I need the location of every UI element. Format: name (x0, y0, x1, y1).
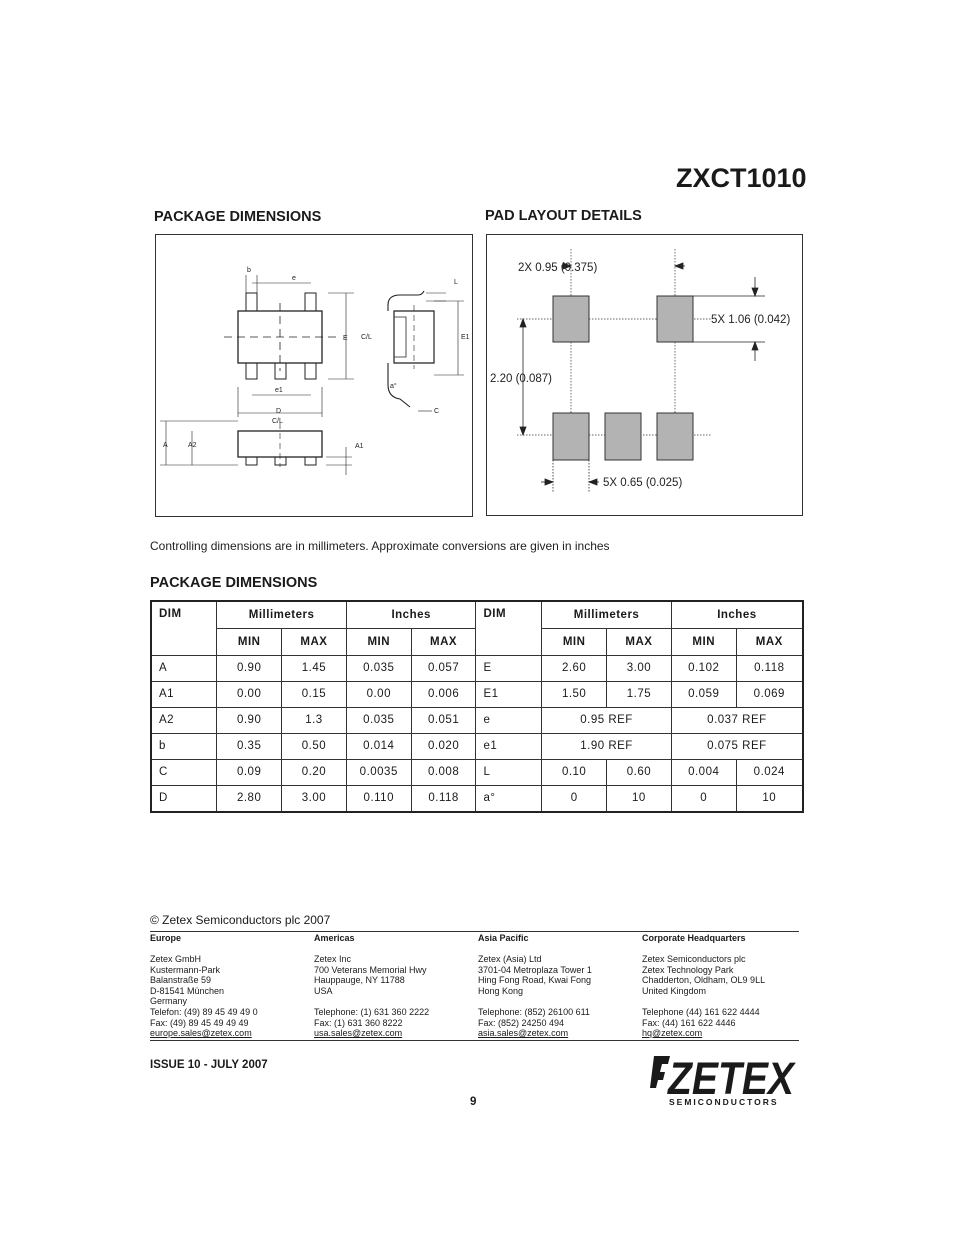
pad-bottom-middle (605, 413, 641, 460)
value-cell: 0.024 (736, 759, 803, 785)
dim-cell: b (151, 733, 217, 759)
office-europe (150, 933, 310, 1039)
value-cell: 3.00 (282, 785, 347, 812)
spacer (642, 996, 802, 1007)
value-cell: 0.051 (411, 707, 476, 733)
value-cell: 0.035 (346, 707, 411, 733)
value-cell: 0.035 (346, 656, 411, 682)
office-line: Hong Kong (478, 985, 524, 996)
table-title: PACKAGE DIMENSIONS (150, 575, 318, 591)
office-fax: Fax: (49) 89 45 49 49 49 (150, 1017, 249, 1028)
value-cell: 3.00 (607, 656, 672, 682)
office-email-link[interactable]: hq@zetex.com (642, 1028, 703, 1039)
pad-layout-box (486, 234, 803, 516)
value-cell: 0.069 (736, 681, 803, 707)
value-cell: 0.10 (542, 759, 607, 785)
dimensions-note: Controlling dimensions are in millimeters. Approximate conversions are given in inches (150, 539, 610, 553)
row-spacing-label: 2.20 (0.087) (490, 373, 553, 385)
table-row (151, 681, 803, 707)
office-line: Zetex (Asia) Ltd (478, 954, 542, 964)
ref-cell: 0.95 REF (542, 707, 672, 733)
pad-height-label: 5X 1.06 (0.042) (711, 314, 791, 326)
footer-rule-bottom (150, 1040, 799, 1041)
header-max: MAX (411, 629, 476, 656)
label-D: D (276, 408, 282, 415)
value-cell: 0.00 (217, 681, 282, 707)
value-cell: 0.15 (282, 681, 347, 707)
pad-bottom-right (657, 413, 693, 460)
office-line: Germany (150, 996, 188, 1007)
value-cell: 1.45 (282, 656, 347, 682)
dim-cell: e1 (476, 733, 542, 759)
value-cell: 10 (607, 785, 672, 812)
header-max: MAX (282, 629, 347, 656)
value-cell: 0 (671, 785, 736, 812)
value-cell: 0.09 (217, 759, 282, 785)
value-cell: 1.50 (542, 681, 607, 707)
office-heading: Corporate Headquarters (642, 933, 746, 943)
package-outline-drawing (156, 235, 472, 516)
office-heading: Americas (314, 933, 355, 943)
office-fax: Fax: (1) 631 360 8222 (314, 1017, 403, 1028)
dim-cell: a° (476, 785, 542, 812)
package-dimensions-title: PACKAGE DIMENSIONS (154, 209, 322, 225)
value-cell: 0.004 (671, 759, 736, 785)
dim-cell: e (476, 707, 542, 733)
office-line: 3701-04 Metroplaza Tower 1 (478, 964, 592, 975)
logo-subtext: SEMICONDUCTORS (669, 1097, 779, 1107)
header-in-left: Inches (346, 601, 476, 629)
value-cell: 0.020 (411, 733, 476, 759)
table-row (151, 707, 803, 733)
copyright: © Zetex Semiconductors plc 2007 (150, 913, 331, 927)
value-cell: 1.3 (282, 707, 347, 733)
value-cell: 0.50 (282, 733, 347, 759)
header-dim-right: DIM (476, 601, 542, 656)
value-cell: 0.110 (346, 785, 411, 812)
value-cell: 0.006 (411, 681, 476, 707)
label-angle: a° (390, 383, 397, 390)
pad-layout-drawing (487, 235, 802, 515)
office-line: Hing Fong Road, Kwai Fong (478, 975, 592, 986)
dim-cell: D (151, 785, 217, 812)
header-mm-left: Millimeters (217, 601, 347, 629)
office-americas (314, 933, 474, 1039)
ref-cell: 1.90 REF (542, 733, 672, 759)
header-mm-right: Millimeters (542, 601, 672, 629)
office-line: United Kingdom (642, 985, 707, 996)
value-cell: 0.0035 (346, 759, 411, 785)
office-corporate-hq (642, 933, 802, 1039)
value-cell: 10 (736, 785, 803, 812)
header-in-right: Inches (671, 601, 803, 629)
office-line: Kustermann-Park (150, 964, 221, 975)
label-C: C (434, 408, 440, 415)
office-fax: Fax: (44) 161 622 4446 (642, 1017, 736, 1028)
header-max: MAX (607, 629, 672, 656)
value-cell: 0.60 (607, 759, 672, 785)
dim-cell: C (151, 759, 217, 785)
office-line: USA (314, 985, 333, 996)
ref-cell: 0.037 REF (671, 707, 803, 733)
office-heading: Asia Pacific (478, 933, 529, 943)
package-drawing-box (155, 234, 473, 517)
dim-cell: A1 (151, 681, 217, 707)
office-email-link[interactable]: europe.sales@zetex.com (150, 1028, 252, 1039)
dim-cell: A2 (151, 707, 217, 733)
office-line: Balanstraße 59 (150, 975, 212, 986)
value-cell: 1.75 (607, 681, 672, 707)
value-cell: 0.00 (346, 681, 411, 707)
value-cell: 0.059 (671, 681, 736, 707)
header-min: MIN (217, 629, 282, 656)
issue-label: ISSUE 10 - JULY 2007 (150, 1059, 268, 1071)
office-line: Hauppauge, NY 11788 (314, 975, 405, 986)
ref-cell: 0.075 REF (671, 733, 803, 759)
pad-width-label: 5X 0.65 (0.025) (603, 477, 683, 489)
label-e: e (292, 275, 296, 282)
package-dimensions-table (150, 600, 804, 813)
office-line: Zetex Inc (314, 954, 352, 964)
value-cell: 2.80 (217, 785, 282, 812)
label-A: A (163, 442, 168, 449)
office-line: Zetex GmbH (150, 954, 202, 964)
value-cell: 0.90 (217, 707, 282, 733)
value-cell: 0 (542, 785, 607, 812)
label-L: L (454, 279, 458, 286)
value-cell: 0.35 (217, 733, 282, 759)
logo-mark-icon (650, 1056, 670, 1088)
header-dim-left: DIM (151, 601, 217, 656)
office-line: 700 Veterans Memorial Hwy (314, 964, 427, 975)
header-max: MAX (736, 629, 803, 656)
label-E: E (343, 335, 348, 342)
table-row (151, 656, 803, 682)
spacer (478, 996, 638, 1007)
label-cl-side: C/L (361, 334, 372, 341)
value-cell: 0.014 (346, 733, 411, 759)
label-A2: A2 (188, 442, 197, 449)
dim-cell: E (476, 656, 542, 682)
page-number: 9 (470, 1096, 477, 1108)
office-asia-pacific (478, 933, 638, 1039)
office-phone: Telephone: (1) 631 360 2222 (314, 1006, 430, 1017)
label-A1: A1 (355, 443, 364, 450)
value-cell: 0.20 (282, 759, 347, 785)
office-line: Zetex Semiconductors plc (642, 954, 746, 964)
label-cl-end: C/L (272, 418, 283, 425)
pad-top-left (553, 296, 589, 342)
label-b: b (247, 267, 251, 274)
office-line: D-81541 München (150, 985, 225, 996)
value-cell: 0.90 (217, 656, 282, 682)
table-row (151, 785, 803, 812)
value-cell: 0.008 (411, 759, 476, 785)
value-cell: 0.102 (671, 656, 736, 682)
table-row (151, 759, 803, 785)
office-heading: Europe (150, 933, 182, 943)
office-phone: Telefon: (49) 89 45 49 49 0 (150, 1006, 258, 1017)
value-cell: 2.60 (542, 656, 607, 682)
value-cell: 0.118 (411, 785, 476, 812)
zetex-logo (650, 1052, 798, 1098)
office-email-link[interactable]: usa.sales@zetex.com (314, 1028, 403, 1039)
table-row (151, 733, 803, 759)
part-number: ZXCT1010 (676, 163, 807, 193)
dim-cell: E1 (476, 681, 542, 707)
value-cell: 0.057 (411, 656, 476, 682)
header-min: MIN (346, 629, 411, 656)
office-fax: Fax: (852) 24250 494 (478, 1017, 565, 1028)
pad-layout-title: PAD LAYOUT DETAILS (485, 208, 642, 224)
label-E1: E1 (461, 334, 470, 341)
office-line: Chadderton, Oldham, OL9 9LL (642, 975, 766, 986)
pad-pitch-label: 2X 0.95 (0.375) (518, 262, 598, 274)
pad-top-right (657, 296, 693, 342)
header-min: MIN (671, 629, 736, 656)
office-phone: Telephone (44) 161 622 4444 (642, 1006, 760, 1017)
office-line: Zetex Technology Park (642, 964, 734, 975)
dim-cell: L (476, 759, 542, 785)
value-cell: 0.118 (736, 656, 803, 682)
pad-bottom-left (553, 413, 589, 460)
logo-wordmark: ZETEX (666, 1053, 797, 1098)
header-min: MIN (542, 629, 607, 656)
office-phone: Telephone: (852) 26100 611 (478, 1006, 590, 1017)
spacer (314, 996, 474, 1007)
footer-rule-top (150, 931, 799, 932)
office-email-link[interactable]: asia.sales@zetex.com (478, 1028, 569, 1039)
label-e1: e1 (275, 387, 283, 394)
dim-cell: A (151, 656, 217, 682)
